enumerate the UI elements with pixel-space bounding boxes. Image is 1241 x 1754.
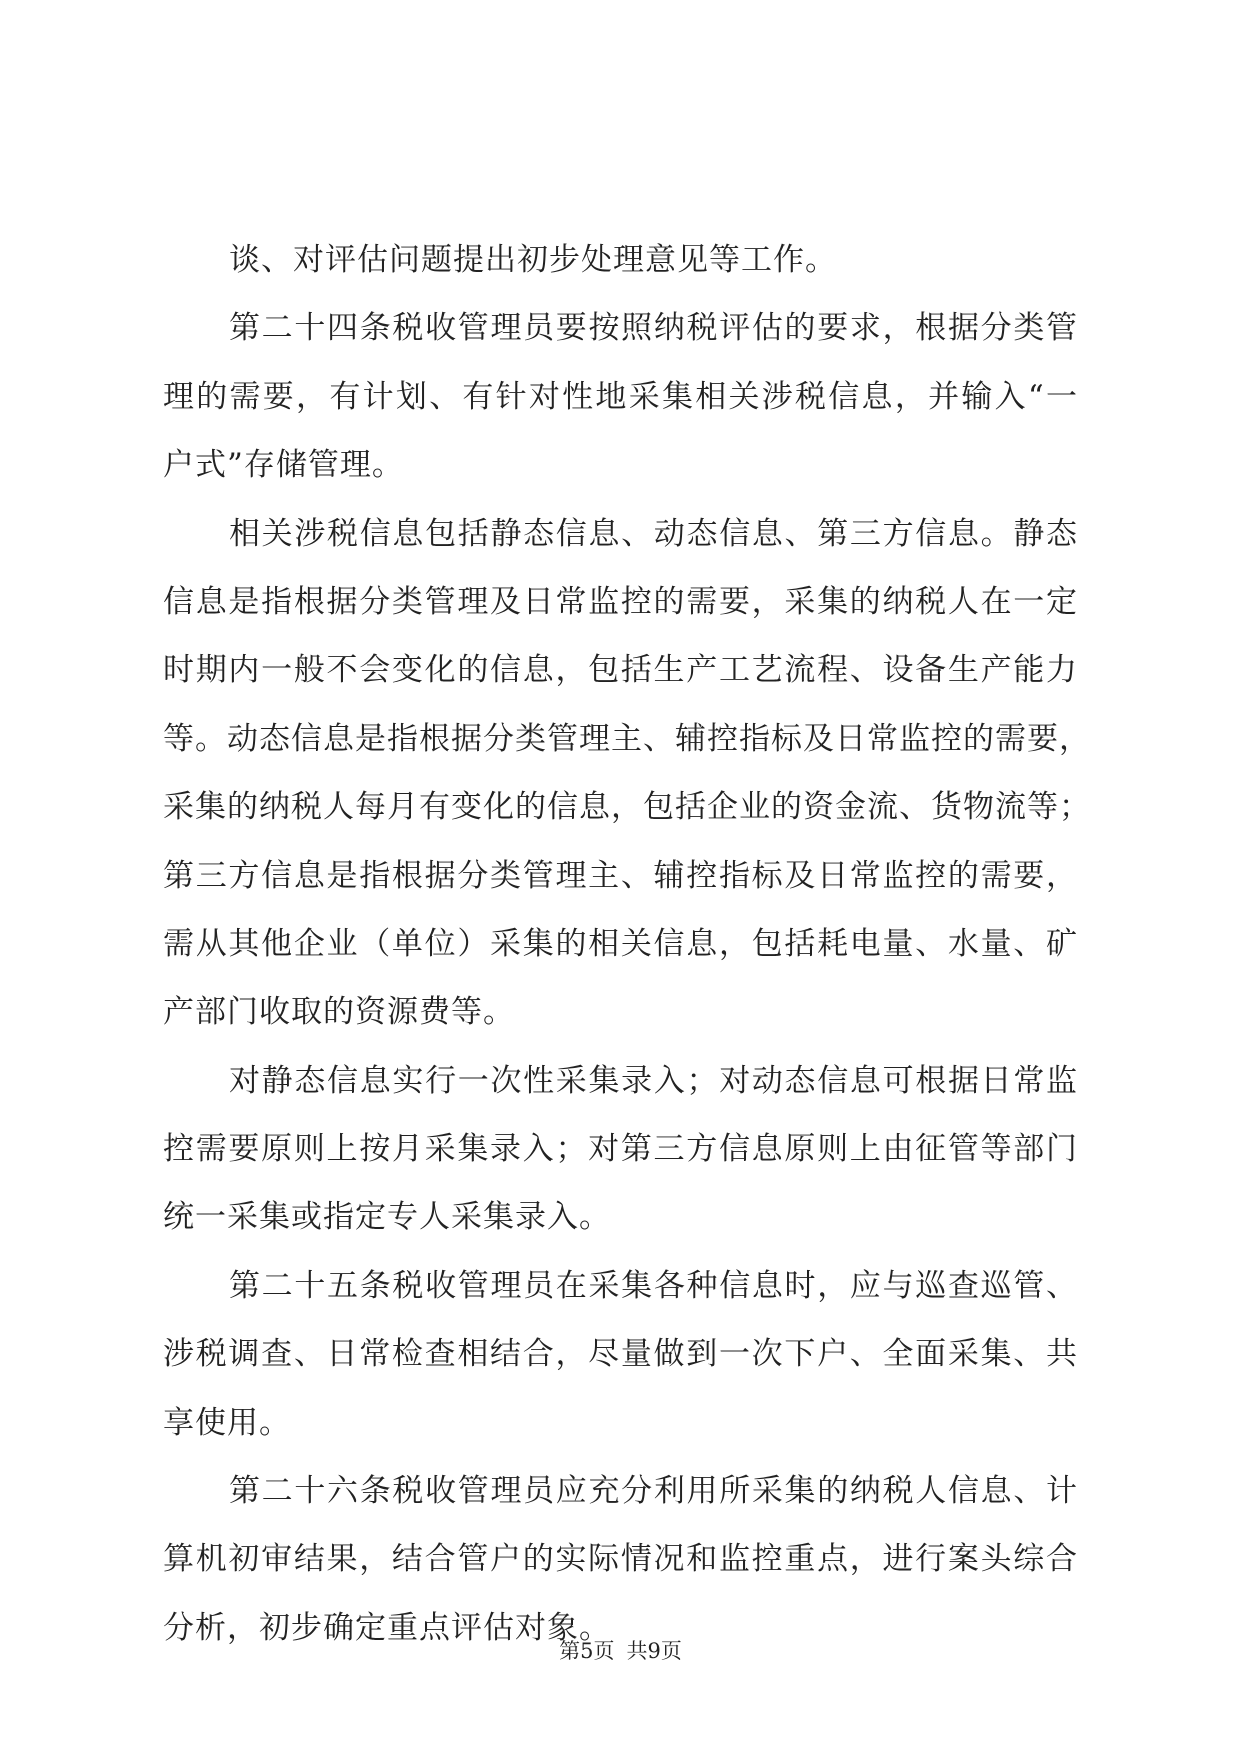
paragraph-line: 第二十五条税收管理员在采集各种信息时，应与巡查巡管、: [229, 1267, 1078, 1304]
paragraph-line: 相关涉税信息包括静态信息、动态信息、第三方信息。静态: [229, 515, 1078, 552]
paragraph-line: 第二十四条税收管理员要按照纳税评估的要求，根据分类管: [229, 310, 1078, 347]
page-number: 第5页: [559, 1639, 615, 1663]
paragraph-line: 分析，初步确定重点评估对象。: [163, 1609, 611, 1646]
paragraph-line: 谈、对评估问题提出初步处理意见等工作。: [229, 242, 837, 278]
paragraph-line: 时期内一般不会变化的信息，包括生产工艺流程、设备生产能力: [163, 652, 1078, 689]
paragraph-line: 第二十六条税收管理员应充分利用所采集的纳税人信息、计: [229, 1473, 1078, 1510]
page-total: 共9页: [626, 1639, 682, 1663]
paragraph-line: 采集的纳税人每月有变化的信息，包括企业的资金流、货物流等；: [163, 789, 1091, 826]
page-footer: [0, 1636, 1241, 1666]
paragraph-line: 对静态信息实行一次性采集录入；对动态信息可根据日常监: [229, 1062, 1078, 1099]
paragraph-line: 理的需要，有计划、有针对性地采集相关涉税信息，并输入“一: [163, 378, 1078, 415]
paragraph-line: 控需要原则上按月采集录入；对第三方信息原则上由征管等部门: [163, 1131, 1078, 1168]
paragraph-line: 产部门收取的资源费等。: [163, 994, 515, 1031]
paragraph-line: 第三方信息是指根据分类管理主、辅控指标及日常监控的需要，: [163, 857, 1078, 894]
paragraph-line: 统一采集或指定专人采集录入。: [163, 1199, 611, 1236]
paragraph-line: 涉税调查、日常检查相结合，尽量做到一次下户、全面采集、共: [163, 1336, 1078, 1373]
paragraph-line: 算机初审结果，结合管户的实际情况和监控重点，进行案头综合: [163, 1541, 1078, 1578]
paragraph-line: 户式”存储管理。: [163, 447, 404, 484]
paragraph-line: 信息是指根据分类管理及日常监控的需要，采集的纳税人在一定: [163, 583, 1078, 620]
body-text: [163, 226, 1091, 1662]
paragraph-line: 享使用。: [163, 1404, 291, 1441]
paragraph-line: 等。动态信息是指根据分类管理主、辅控指标及日常监控的需要，: [163, 720, 1091, 757]
paragraph-line: 需从其他企业（单位）采集的相关信息，包括耗电量、水量、矿: [163, 925, 1078, 962]
